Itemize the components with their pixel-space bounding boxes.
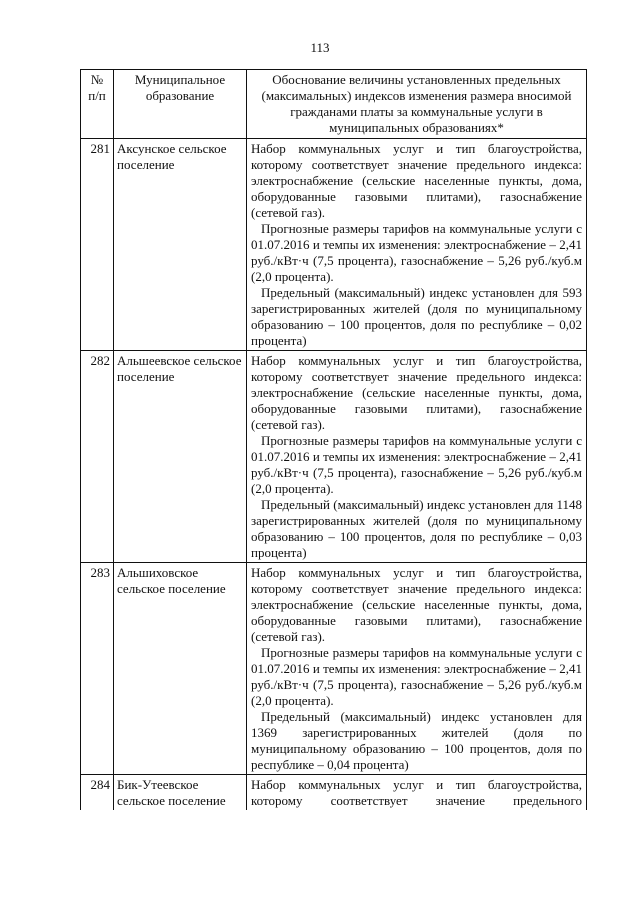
services-paragraph: Набор коммунальных услуг и тип благоустройства, которому соответствует значение предельного индекса: электроснабжение (сельские населенные пункты, дома, оборудованные газовыми плитами), газоснабжение (сетевой газ). bbox=[251, 141, 582, 220]
table-row bbox=[81, 563, 587, 775]
municipality-name: Альшеевское сельское поселение bbox=[114, 351, 247, 563]
justification-cell bbox=[247, 775, 587, 811]
row-number: 284 bbox=[81, 775, 114, 811]
header-num: № п/п bbox=[81, 70, 114, 139]
tariffs-paragraph: Прогнозные размеры тарифов на коммунальные услуги с 01.07.2016 и темпы их изменения: электроснабжение – 2,41 руб./кВт·ч (7,5 процента), газоснабжение – 5,26 руб./куб.м (2,0 процента). bbox=[251, 645, 582, 708]
municipality-name: Аксунское сельское поселение bbox=[114, 139, 247, 351]
table-row bbox=[81, 139, 587, 351]
tariffs-paragraph: Прогнозные размеры тарифов на коммунальные услуги с 01.07.2016 и темпы их изменения: электроснабжение – 2,41 руб./кВт·ч (7,5 процента), газоснабжение – 5,26 руб./куб.м (2,0 процента). bbox=[251, 221, 582, 284]
tariff-index-table bbox=[80, 69, 587, 810]
residents-paragraph: Предельный (максимальный) индекс установлен для 1369 зарегистрированных жителей (доля по муниципальному образованию – 100 процентов, доля по республике – 0,04 процента) bbox=[251, 709, 582, 772]
row-number: 283 bbox=[81, 563, 114, 775]
row-number: 282 bbox=[81, 351, 114, 563]
header-justification: Обоснование величины установленных предельных (максимальных) индексов изменения размера вносимой гражданами платы за коммунальные услуги в муниципальных образованиях* bbox=[247, 70, 587, 139]
justification-cell bbox=[247, 139, 587, 351]
justification-cell bbox=[247, 563, 587, 775]
residents-paragraph: Предельный (максимальный) индекс установлен для 593 зарегистрированных жителей (доля по муниципальному образованию – 100 процентов, доля по республике – 0,02 процента) bbox=[251, 285, 582, 348]
services-paragraph: Набор коммунальных услуг и тип благоустройства, которому соответствует значение предельного индекса: электроснабжение (сельские населенные пункты, дома, оборудованные газовыми плитами), газоснабжение (сетевой газ). bbox=[251, 353, 582, 432]
services-paragraph: Набор коммунальных услуг и тип благоустройства, которому соответствует значение предельного индекса: электроснабжение (сельские населенные пункты, дома, оборудованные газовыми плитами), газоснабжение (сетевой газ). bbox=[251, 565, 582, 644]
municipality-name: Бик-Утеевское сельское поселение bbox=[114, 775, 247, 811]
services-paragraph: Набор коммунальных услуг и тип благоустройства, которому соответствует значение предельного bbox=[251, 777, 582, 808]
page-number: 113 bbox=[310, 40, 330, 55]
table-header-row bbox=[81, 70, 587, 139]
justification-cell bbox=[247, 351, 587, 563]
tariffs-paragraph: Прогнозные размеры тарифов на коммунальные услуги с 01.07.2016 и темпы их изменения: электроснабжение – 2,41 руб./кВт·ч (7,5 процента), газоснабжение – 5,26 руб./куб.м (2,0 процента). bbox=[251, 433, 582, 496]
municipality-name: Альшиховское сельское поселение bbox=[114, 563, 247, 775]
table-row bbox=[81, 775, 587, 811]
residents-paragraph: Предельный (максимальный) индекс установлен для 1148 зарегистрированных жителей (доля по муниципальному образованию – 100 процентов, доля по республике – 0,03 процента) bbox=[251, 497, 582, 560]
row-number: 281 bbox=[81, 139, 114, 351]
header-municipality: Муниципальное образование bbox=[114, 70, 247, 139]
table-row bbox=[81, 351, 587, 563]
